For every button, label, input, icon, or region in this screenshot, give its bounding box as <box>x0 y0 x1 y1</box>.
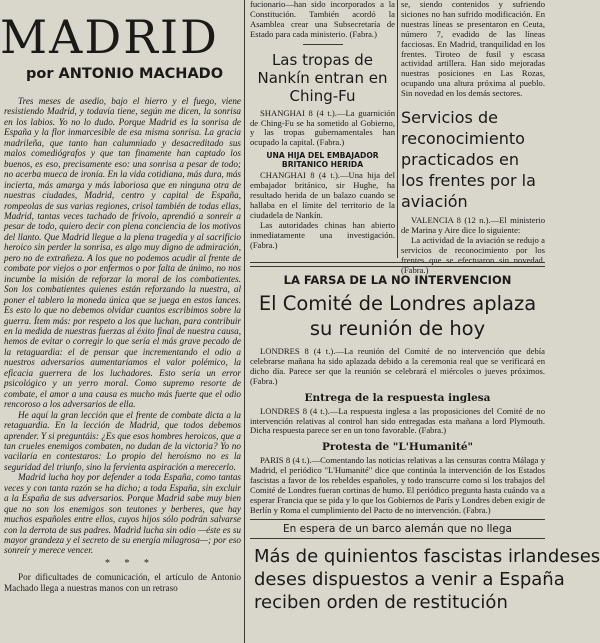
mid-headline: Las tropas de Nankín entran en Ching-Fu <box>257 50 388 105</box>
wide-subhead-1: Entrega de la respuesta inglesa <box>304 391 491 404</box>
column-rule <box>397 0 398 258</box>
article-byline: por ANTONIO MACHADO <box>26 66 224 82</box>
madrid-article <box>0 0 243 643</box>
section-separator: * * * <box>104 557 155 569</box>
mid-subhead: UNA HIJA DEL EMBAJADOR BRITANICO HERIDA <box>266 151 379 170</box>
wide-subhead-2: Protesta de "L'Humanité" <box>321 441 474 454</box>
article-body <box>4 96 241 593</box>
divider <box>250 519 545 520</box>
mid-top-text <box>250 0 395 40</box>
divider <box>303 44 343 45</box>
paragraph: fucionario—han sido incorporados a la Constitución. También acordó la Asamblea crear una Subsecretaría de Estado para cada ministerio. (Fabra.) <box>250 0 395 39</box>
fascistas-headline-line-2: deses dispuestos a venir a España <box>254 568 565 590</box>
paragraph: LONDRES 8 (4 t.).—La reunión del Comité de no intervención que debía celebrarse mañana ha sido aplazada debido a la ceremonia real que se verificará en dicho día. Parece ser que la reunión se celebrará el miércoles o jueves próximos. (Fabra.) <box>250 346 545 386</box>
non-intervention-section <box>250 262 600 643</box>
wide-body-2 <box>250 407 545 437</box>
paragraph: LONDRES 8 (4 t.).—La respuesta inglesa a las proposiciones del Comité de no intervención relativas al control han sido entregadas esta mañana a lord Plymouth. Dicha respuesta parece ser en un tono favorable. (Fabra.) <box>250 405 545 436</box>
wide-headline: El Comité de Londres aplaza su reunión de hoy <box>258 292 537 340</box>
paragraph: CHANGHAI 8 (4 t.).—Una hija del embajador británico, sir Hughe, ha resultado herida de un balazo cuando se hallaba en el límite del territorio de la ciudadela de Nankín. <box>250 170 395 220</box>
fascistas-headline-line-3: reciben orden de restitución <box>254 591 508 613</box>
wide-body-3 <box>250 456 545 515</box>
article-note: Por dificultades de comunicación, el artículo de Antonio Machado llega a nuestras manos con un retraso <box>4 572 241 593</box>
paragraph: VALENCIA 8 (12 n.).—El ministerio de Marina y Aire dice lo siguiente: <box>401 215 545 235</box>
fascistas-headline-line-1: Más de quinientos fascistas irlandeses <box>254 545 600 567</box>
article-paragraph: He aquí la gran lección que el frente de combate dicta a la retaguardia. En la lección de Madrid, que todos debemos aprender. Y si preguntáis: ¿Es que esos hombres heroicos, que a tan crueles enemigos combaten, no dudan de la victoria? Yo no vacilaría en contestaros: Lo propio del heroísmo no es la seguridad del triunfo, sino la fervienta aspiración a merecerlo. <box>4 409 241 472</box>
wide-body-1 <box>250 347 545 387</box>
column-rule <box>244 0 245 643</box>
article-paragraph: Tres meses de asedio, bajo el hierro y el fuego, viene resistiendo Madrid, y todavía tiene, según me dicen, la sonrisa en los labios. Yo no lo dudo. Porque Madrid es la sonrisa de España y la flor inmarcesible de esa misma sonrisa. La gracia madrileña, que tanto han calumniado y desacreditado sus malos comediógrafos y que tan finamente han captado los buenos, es eso, precisamente eso: una sonrisa a pesar de todo; no acerba mueca de ironía. En la vida cotidiana, más dura, más incierta, más amarga y más laboriosa que en ninguna otra de nuestras ciudades, Madrid, centro y capital de España, rompeolas de sus varias regiones, crisol también de todas ellas, Madrid, tantas veces tachado de frívolo, aprendió a sonreír a pesar de todo, quiero decir con plena conciencia de los motivos del llanto. Que Madrid llegue a la plena tragedia y al sacrificio heroico sin perder la sonrisa, es algo muy digno de admiración, pero no de extrañeza. A los que no podemos acudir al frente de combate por viejos o por enfermos o por falta de ánimo, no nos incumbe la misión de reforzar la moral de los combatientes. Son los combatientes quienes están reforzando la nuestra, al poner el tablero la moneda única que se juega en estos lances. Es esto lo que no debemos olvidar cuantos escribimos sobre la guerra. Ítem más: por respeto a los que luchan, para contribuir en la medida de nuestras fuerzas al éxito final de nuestra causa, hemos de evitar o corregir lo que sería el más grave pecado de la retaguardia: el de pensar que incrementando el odio a nuestros adversarios aumentaríamos el valor polémico, la eficacia guerrera de los luchadores. Esto sería un error psicológico y un yerro moral. Como supremo resorte de combate, el amor a una causa es mucho más fuerte que el odio rencoroso a los adversarios de ella. <box>4 96 241 410</box>
aviation-article <box>401 0 545 275</box>
right-headline: Servicios de reconocimiento practicados en los frentes por la aviación <box>401 108 536 212</box>
mid-body <box>250 109 395 149</box>
article-paragraph: Madrid lucha hoy por defender a toda España, como tantas veces y con tanta razón se ha dicho; a toda España, sin excluir a la España de sus adversarios. Porque Madrid sabe muy bien que no son los enemigos son teutones y berberes, que hay muchos españoles entre ellos, cuyos hijos sólo podrán salvarse con la derrota de sus padres. Madrid lucha sin odio —éste es su mayor grandeza y el secreto de su energía milagrosa—; por eso sonreír y merece vencer. <box>4 472 241 556</box>
nanking-article <box>250 0 395 258</box>
section-label: LA FARSA DE LA NO INTERVENCION <box>283 273 512 287</box>
right-top-text <box>401 0 545 99</box>
paragraph: La actividad de la aviación se redujo a servicios de reconocimiento por los frentes que se efectuaron sin novedad. (Fabra.) <box>401 234 545 275</box>
barco-subhead: En espera de un barco alemán que no llega <box>283 522 512 535</box>
paragraph: Las autoridades chinas han abierto inmediatamente una investigación. (Fabra.) <box>250 219 395 250</box>
article-title: MADRID <box>0 10 219 64</box>
paragraph: SHANGHAI 8 (4 t.).—La guarnición de Ching-Fu se ha sometido al Gobierno, y las tropas gubernamentales han ocupado la capital. (Fabra.) <box>250 107 395 148</box>
paragraph: PARIS 8 (4 t.).—Comentando las noticias relativas a las censuras contra Málaga y Madrid, el periódico "L'Humanité" dice que continúa la intervención de los Estados fascistas a favor de los rebeldes españoles, y todo transcurre como si los trabajos del Comité de Londres fueran cortinas de humo. El periódico pregunta hasta cuándo va a esperar Francia que se pida y lo que los Gobiernos de París y Londres deben exigir de Berlín y Roma el cumplimiento del Pacto de no intervención. (Fabra.) <box>250 455 545 515</box>
divider <box>250 538 545 539</box>
paragraph: se, siendo contenidos y sufriendo siciones no han sufrido modificación. En nuestras líneas se presentaron en Ceuta, número 7, evadido de las líneas facciosas. En Madrid, tranquilidad en los frentes. Tiroteo de fusil y escasa actividad artillera. Han sido mejoradas nuestras posiciones en Las Rozas, ocupando una altura próxima al pueblo. Sin novedad en los demás sectores. <box>401 0 545 99</box>
divider <box>250 262 545 267</box>
mid-body-2 <box>250 171 395 250</box>
